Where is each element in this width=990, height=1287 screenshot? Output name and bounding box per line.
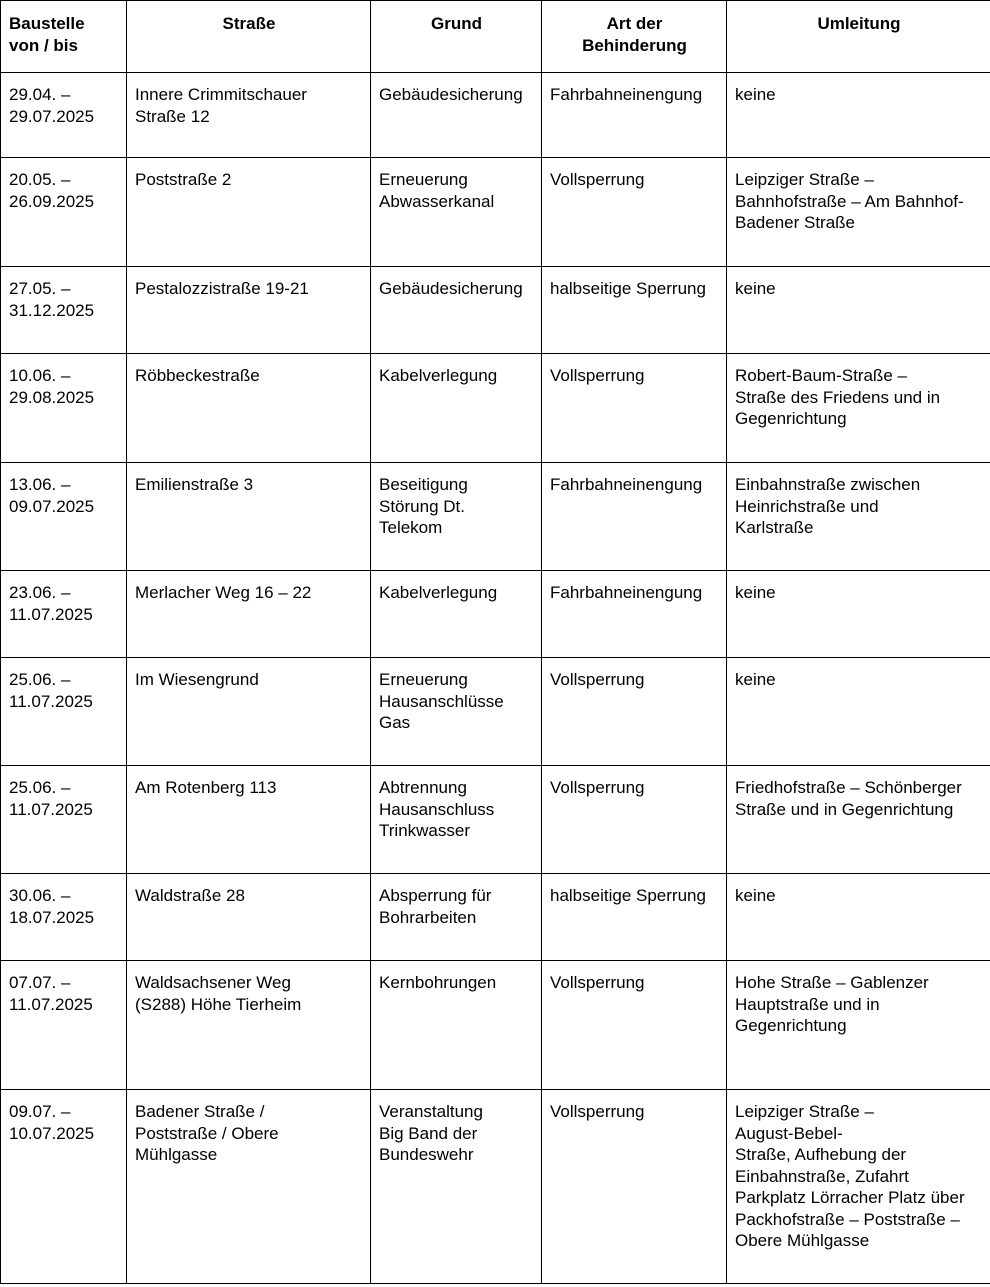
table-body (1, 73, 990, 1284)
cell-reason: Gebäudesicherung (371, 267, 542, 354)
cell-detour: keine (727, 267, 990, 354)
cell-obstruction-type: Vollsperrung (542, 158, 727, 267)
cell-detour: Einbahnstraße zwischen Heinrichstraße und Karlstraße (727, 463, 990, 571)
cell-reason: Beseitigung Störung Dt. Telekom (371, 463, 542, 571)
table-row (1, 354, 990, 463)
cell-reason: Kernbohrungen (371, 961, 542, 1090)
cell-street: Poststraße 2 (127, 158, 371, 267)
cell-street: Emilienstraße 3 (127, 463, 371, 571)
cell-street: Badener Straße / Poststraße / Obere Mühlgasse (127, 1090, 371, 1284)
table-row (1, 658, 990, 766)
cell-reason: Absperrung für Bohrarbeiten (371, 874, 542, 961)
cell-period: 25.06. – 11.07.2025 (1, 766, 127, 874)
cell-detour: keine (727, 571, 990, 658)
cell-reason: Erneuerung Abwasserkanal (371, 158, 542, 267)
cell-street: Röbbeckestraße (127, 354, 371, 463)
cell-period: 13.06. – 09.07.2025 (1, 463, 127, 571)
cell-obstruction-type: Vollsperrung (542, 766, 727, 874)
header-period: Baustelle von / bis (1, 1, 127, 73)
header-row (1, 1, 990, 73)
cell-obstruction-type: Vollsperrung (542, 961, 727, 1090)
cell-obstruction-type: Vollsperrung (542, 354, 727, 463)
header-detour: Umleitung (727, 1, 990, 73)
cell-obstruction-type: Fahrbahneinengung (542, 571, 727, 658)
table-row (1, 73, 990, 158)
cell-street: Am Rotenberg 113 (127, 766, 371, 874)
cell-street: Innere Crimmitschauer Straße 12 (127, 73, 371, 158)
cell-reason: Kabelverlegung (371, 354, 542, 463)
cell-street: Im Wiesengrund (127, 658, 371, 766)
cell-obstruction-type: Vollsperrung (542, 658, 727, 766)
cell-detour: keine (727, 658, 990, 766)
header-street: Straße (127, 1, 371, 73)
table-row (1, 158, 990, 267)
cell-street: Waldstraße 28 (127, 874, 371, 961)
cell-period: 09.07. – 10.07.2025 (1, 1090, 127, 1284)
cell-reason: Erneuerung Hausanschlüsse Gas (371, 658, 542, 766)
cell-reason: Gebäudesicherung (371, 73, 542, 158)
cell-period: 10.06. – 29.08.2025 (1, 354, 127, 463)
cell-reason: Veranstaltung Big Band der Bundeswehr (371, 1090, 542, 1284)
cell-period: 30.06. – 18.07.2025 (1, 874, 127, 961)
cell-period: 29.04. – 29.07.2025 (1, 73, 127, 158)
table-row (1, 874, 990, 961)
cell-detour: Friedhofstraße – Schönberger Straße und in Gegenrichtung (727, 766, 990, 874)
cell-detour: keine (727, 874, 990, 961)
table-row (1, 1090, 990, 1284)
cell-period: 07.07. – 11.07.2025 (1, 961, 127, 1090)
table-row (1, 463, 990, 571)
table-row (1, 571, 990, 658)
cell-detour: Robert-Baum-Straße – Straße des Friedens und in Gegenrichtung (727, 354, 990, 463)
cell-period: 27.05. – 31.12.2025 (1, 267, 127, 354)
cell-period: 25.06. – 11.07.2025 (1, 658, 127, 766)
table-row (1, 267, 990, 354)
cell-obstruction-type: halbseitige Sperrung (542, 874, 727, 961)
table-row (1, 961, 990, 1090)
table-header (1, 1, 990, 73)
cell-obstruction-type: Fahrbahneinengung (542, 463, 727, 571)
cell-reason: Abtrennung Hausanschluss Trinkwasser (371, 766, 542, 874)
header-obstruction-type: Art der Behinderung (542, 1, 727, 73)
cell-obstruction-type: Fahrbahneinengung (542, 73, 727, 158)
cell-period: 23.06. – 11.07.2025 (1, 571, 127, 658)
cell-detour: Hohe Straße – Gablenzer Hauptstraße und in Gegenrichtung (727, 961, 990, 1090)
table-row (1, 766, 990, 874)
cell-period: 20.05. – 26.09.2025 (1, 158, 127, 267)
cell-obstruction-type: halbseitige Sperrung (542, 267, 727, 354)
cell-street: Pestalozzistraße 19-21 (127, 267, 371, 354)
cell-street: Merlacher Weg 16 – 22 (127, 571, 371, 658)
cell-street: Waldsachsener Weg (S288) Höhe Tierheim (127, 961, 371, 1090)
header-reason: Grund (371, 1, 542, 73)
cell-reason: Kabelverlegung (371, 571, 542, 658)
cell-detour: Leipziger Straße – Bahnhofstraße – Am Bahnhof- Badener Straße (727, 158, 990, 267)
cell-detour: keine (727, 73, 990, 158)
cell-detour: Leipziger Straße – August-Bebel- Straße, Aufhebung der Einbahnstraße, Zufahrt Parkplatz Lörracher Platz über Packhofstraße – Poststraße – Obere Mühlgasse (727, 1090, 990, 1284)
cell-obstruction-type: Vollsperrung (542, 1090, 727, 1284)
